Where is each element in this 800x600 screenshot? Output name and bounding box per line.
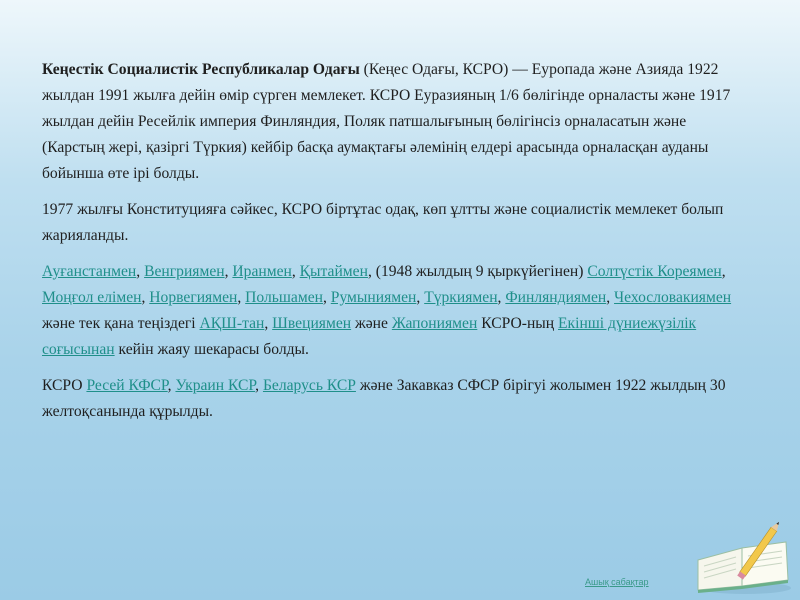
borders-text-3: және <box>351 315 392 332</box>
link-hungary[interactable]: Венгриямен <box>144 263 225 280</box>
link-north-korea[interactable]: Солтүстік Кореямен <box>587 263 722 280</box>
link-czechoslovakia[interactable]: Чехословакиямен <box>614 289 732 306</box>
borders-text-2: және тек қана теңіздегі <box>42 315 200 332</box>
formation-text-2: және Закавказ СФСР бірігуі жолымен 1922 жылдың 30 желтоқсанында құрылды. <box>42 377 726 420</box>
link-ukrainian-ssr[interactable]: Украин КСР <box>175 377 256 394</box>
borders-text-1: , (1948 жылдың 9 қыркүйегінен) <box>367 263 588 280</box>
link-afghanistan[interactable]: Ауғанстанмен <box>42 263 137 280</box>
paragraph-borders: Ауғанстанмен, Венгриямен, Иранмен, Қытаймен, (1948 жылдың 9 қыркүйегінен) Солтүстік Кореямен, Моңғол елімен, Норвегиямен, Польшамен, Румыниямен, Түркиямен, Финляндиямен, Чехословакиямен және тек қана теңіздегі АҚШ-тан, Швециямен және Жапониямен КСРО-ның Екінші дүниежүзілік соғысынан кейін жаяу шекарасы болды. <box>42 263 732 358</box>
paragraph-intro <box>42 57 742 187</box>
footer-link[interactable]: Ашық сабақтар <box>585 577 649 587</box>
paragraph-formation: КСРО Ресей КФСР, Украин КСР, Беларусь КСР және Закавказ СФСР бірігуі жолымен 1922 жылдың 30 желтоқсанында құрылды. <box>42 377 726 420</box>
link-byelorussian-ssr[interactable]: Беларусь КСР <box>262 377 356 394</box>
link-romania[interactable]: Румыниямен <box>330 289 417 306</box>
link-china[interactable]: Қытаймен <box>299 263 368 280</box>
borders-text-5: кейін жаяу шекарасы болды. <box>114 341 309 358</box>
link-ww2[interactable]: Екінші дүниежүзілік соғысынан <box>42 315 697 358</box>
link-iran[interactable]: Иранмен <box>232 263 292 280</box>
link-finland[interactable]: Финляндиямен <box>505 289 607 306</box>
link-sweden[interactable]: Швециямен <box>272 315 352 332</box>
link-poland[interactable]: Польшамен <box>245 289 323 306</box>
link-norway[interactable]: Норвегиямен <box>149 289 238 306</box>
article-body <box>42 57 742 435</box>
borders-text-4: КСРО-ның <box>477 315 559 332</box>
book-pencil-icon <box>690 520 795 595</box>
formation-text-1: КСРО <box>42 377 87 394</box>
paragraph-constitution <box>42 197 742 249</box>
link-rsfsr[interactable]: Ресей КФСР <box>86 377 168 394</box>
link-mongolia[interactable]: Моңғол елімен <box>42 289 142 306</box>
constitution-text: 1977 жылғы Конституцияға сәйкес, КСРО біртұтас одақ, көп ұлтты және социалистік мемлекет болып жарияланды. <box>42 201 724 244</box>
link-japan[interactable]: Жапониямен <box>391 315 478 332</box>
article-title: Кеңестік Социалистік Республикалар Одағы <box>42 61 360 78</box>
link-turkey[interactable]: Түркиямен <box>424 289 498 306</box>
intro-text: (Кеңес Одағы, КСРО) — Еуропада және Азияда 1922 жылдан 1991 жылға дейін өмір сүрген мемлекет. КСРО Еуразияның 1/6 бөлігінде орналасты және 1917 жылдан дейін Ресейлік империя Финляндия, Поляк патшалығының бөлігінсіз орналасатын және (Карстың жері, қазіргі Түркия) кейбір басқа аумақтағы әлемінің елдері арасында орналасқан ауданы бойынша өте ірі болды. <box>42 61 731 182</box>
link-usa[interactable]: АҚШ-тан <box>199 315 265 332</box>
